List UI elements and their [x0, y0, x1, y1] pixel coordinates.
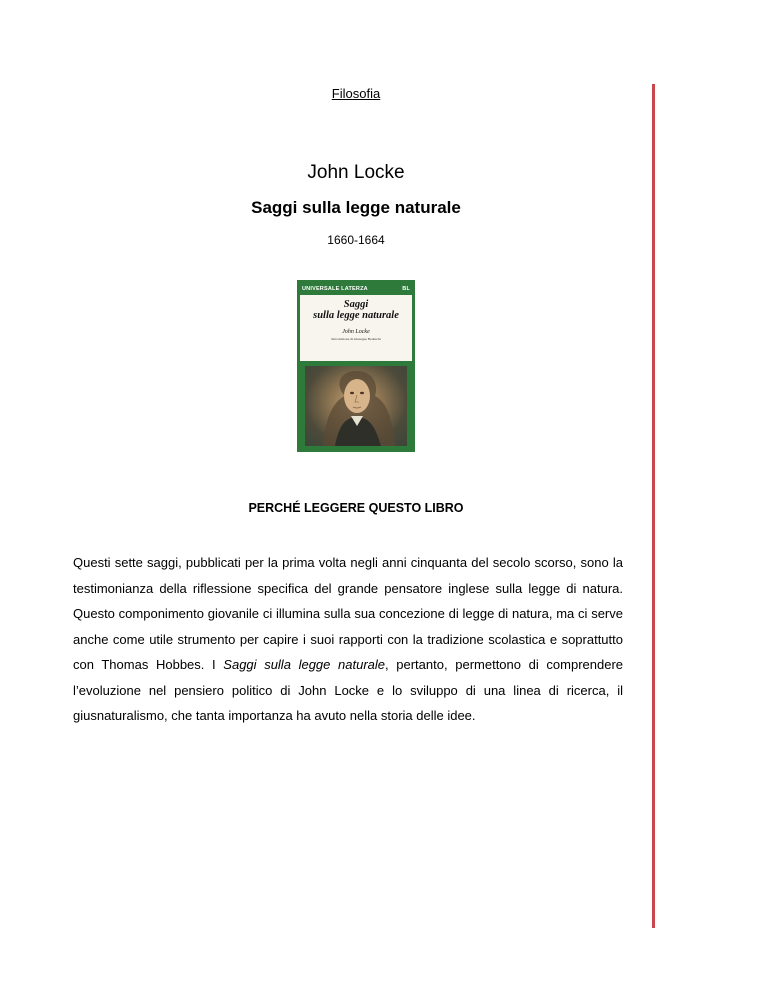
portrait-drawing — [305, 366, 407, 446]
paragraph-text-part2: , pertanto, permettono di comprendere l’evoluzione nel pensiero politico di John Locke e lo sviluppo di una linea di ricerca, il giusnaturalismo, che tanta importanza ha avuto nella storia delle idee. — [73, 657, 623, 723]
cover-title: Saggi sulla legge naturale — [313, 299, 399, 321]
book-cover-image — [297, 280, 415, 452]
cover-series-label: UNIVERSALE LATERZA — [302, 286, 368, 292]
section-heading: PERCHÉ LEGGERE QUESTO LIBRO — [248, 501, 464, 515]
cover-portrait-image — [305, 366, 407, 446]
book-title: Saggi sulla legge naturale — [251, 198, 461, 217]
subject-label: Filosofia — [331, 86, 381, 101]
author-name: John Locke — [307, 162, 405, 183]
cover-series-number: BL — [402, 286, 410, 292]
paragraph-text-part1: Questi sette saggi, pubblicati per la prima volta negli anni cinquanta del secolo scorso, sono la testimonianza della riflessione specifica del grande pensatore inglese sulla legge di natura. Questo componimento giovanile ci illumina sulla sua concezione di legge di natura, ma ci serve anche come utile strumento per capire i suoi rapporti con la tradizione scolastica e soprattutto con Thomas Hobbes. I — [73, 555, 623, 672]
paragraph-italic-title: Saggi sulla legge naturale — [223, 657, 386, 672]
body-paragraph — [73, 550, 623, 729]
cover-title-panel — [300, 295, 412, 361]
cover-author: John Locke — [342, 329, 370, 335]
cover-series-band — [300, 284, 412, 294]
years-range: 1660-1664 — [327, 233, 385, 247]
cover-intro: Introduzione di Giuseppe Bedeschi — [331, 337, 381, 341]
